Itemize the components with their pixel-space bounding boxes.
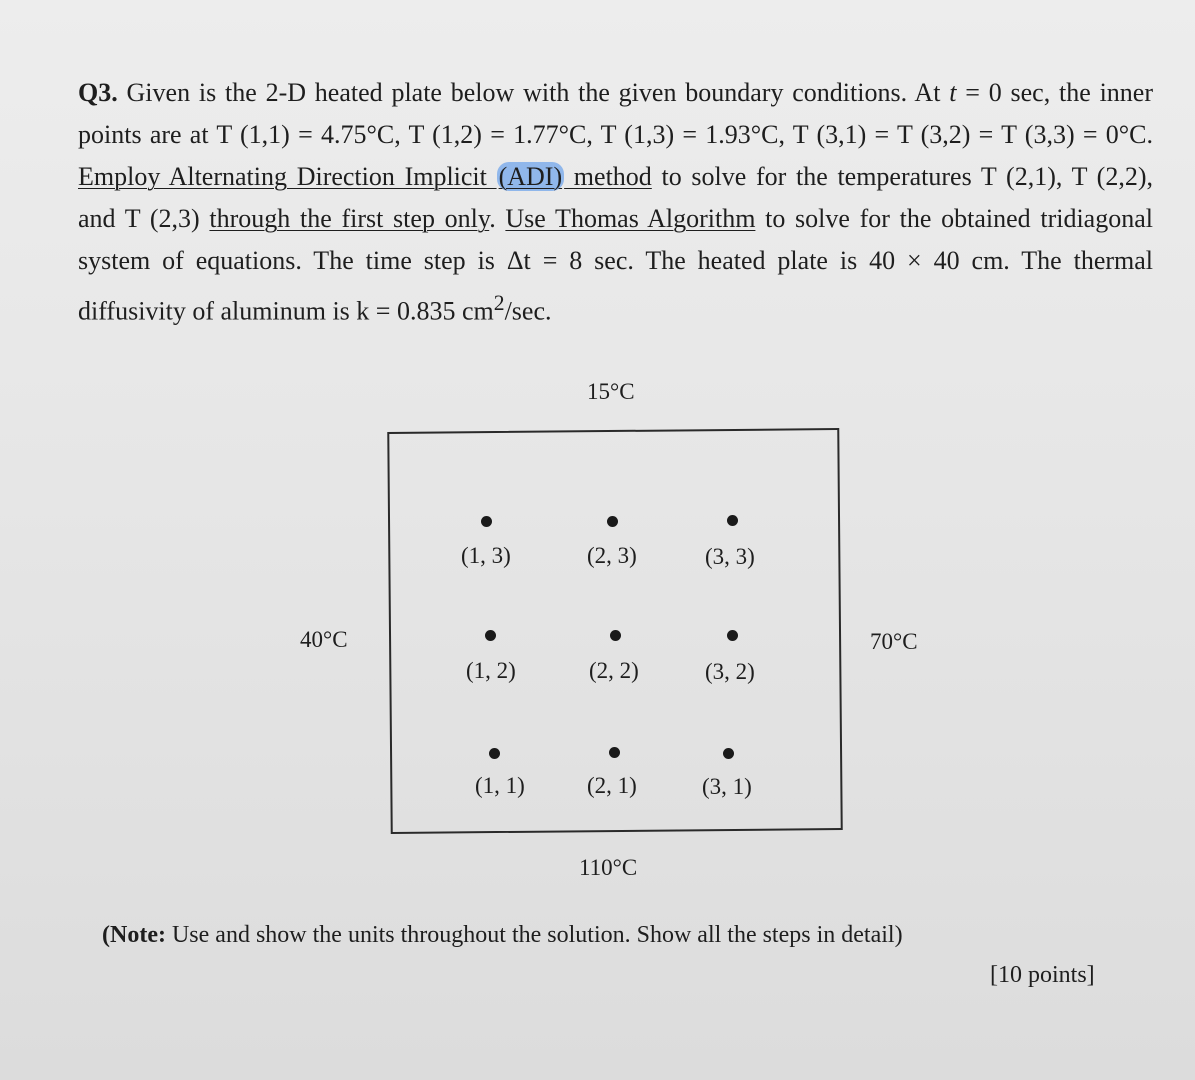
question-text (78, 72, 1153, 333)
node-label-2-1: (2, 1) (587, 773, 637, 798)
time-variable: t (949, 78, 957, 107)
node-dot-2-1 (609, 747, 620, 758)
node-dot-3-3 (727, 515, 738, 526)
question-line-1-text: Given is the 2-D heated plate below with the given boundary conditions. At (117, 78, 950, 107)
node-label-3-2: (3, 2) (705, 659, 755, 684)
note-body: Use and show the units throughout the solution. Show all the steps in detail) (165, 922, 903, 948)
adi-method-text-b: method (564, 162, 652, 191)
diffusivity-units: /sec. (504, 296, 552, 326)
boundary-left-label: 40°C (300, 627, 348, 652)
first-step-underlined: through the first step only (209, 204, 490, 233)
diffusivity-text: diffusivity of aluminum is k = 0.835 cm (78, 296, 494, 326)
question-line-6 (78, 282, 1153, 333)
node-dot-1-3 (481, 516, 492, 527)
boundary-bottom-label: 110°C (579, 855, 638, 880)
adi-highlight: (ADI) (498, 162, 563, 191)
node-label-3-1: (3, 1) (702, 774, 752, 799)
node-dot-2-2 (610, 630, 621, 641)
question-line-1-end: = 0 sec, the inner (956, 78, 1153, 107)
node-dot-3-1 (723, 748, 734, 759)
question-line-3 (78, 156, 1153, 198)
question-line-4-start: and T (2,3) (78, 204, 210, 233)
points-label: [10 points] (990, 962, 1095, 988)
node-label-1-3: (1, 3) (461, 543, 511, 568)
node-label-1-2: (1, 2) (466, 658, 516, 683)
question-line-2: points are at T (1,1) = 4.75°C, T (1,2) = 1.77°C, T (1,3) = 1.93°C, T (3,1) = T (3,2) = T (3,3) = 0°C. (78, 120, 1153, 149)
node-dot-2-3 (607, 516, 618, 527)
question-line-4-mid: . (489, 204, 506, 233)
thomas-algorithm-underlined: Use Thomas Algorithm (505, 204, 756, 233)
note-label: (Note: (102, 922, 166, 948)
node-dot-3-2 (727, 630, 738, 641)
node-dot-1-2 (485, 630, 496, 641)
node-dot-1-1 (489, 748, 500, 759)
question-label: Q3. (78, 78, 118, 107)
question-line-4 (78, 198, 1153, 240)
node-label-2-2: (2, 2) (589, 658, 639, 683)
diffusivity-superscript: 2 (493, 291, 505, 315)
question-line-5: system of equations. The time step is Δt = 8 sec. The heated plate is 40 × 40 cm. The thermal (78, 246, 1153, 275)
node-label-3-3: (3, 3) (705, 544, 755, 569)
question-line-3-rest: to solve for the temperatures T (2,1), T (2,2), (651, 162, 1153, 191)
boundary-right-label: 70°C (870, 629, 918, 654)
question-line-4-end: to solve for the obtained tridiagonal (755, 204, 1153, 233)
node-label-1-1: (1, 1) (475, 773, 525, 798)
note-text (102, 922, 903, 949)
boundary-top-label: 15°C (587, 379, 635, 404)
adi-method-underlined (78, 162, 652, 191)
node-label-2-3: (2, 3) (587, 543, 637, 568)
question-line-1 (78, 72, 1153, 114)
adi-method-text-a: Employ Alternating Direction Implicit (78, 162, 497, 191)
